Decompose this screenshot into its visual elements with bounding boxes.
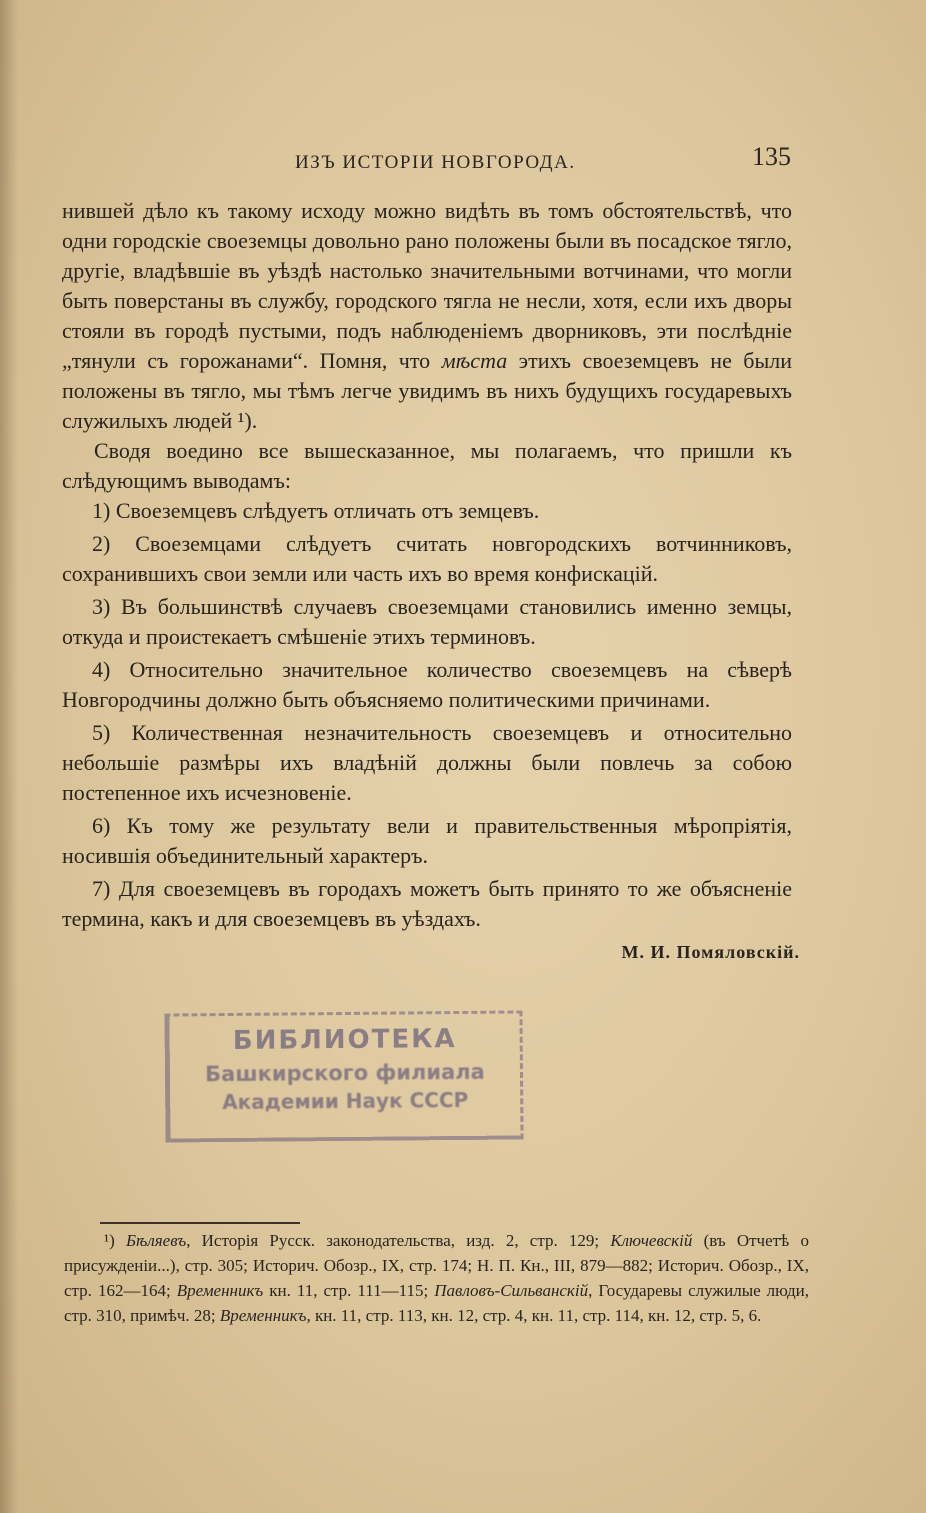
stamp-line-1: БИБЛИОТЕКА xyxy=(232,1024,457,1056)
running-title: ИЗЪ ИСТОРІИ НОВГОРОДА. xyxy=(295,152,576,173)
footnote-reference: ¹). xyxy=(237,408,258,433)
footnote-text xyxy=(64,1228,809,1328)
footnote-text-4: , Государевы служилые люди, стр. 310, примѣч. 28; xyxy=(64,1281,810,1325)
conclusion-item-6: 6) Къ тому же результату вели и правительственныя мѣропріятія, носившія объединительный характеръ. xyxy=(62,813,792,868)
spine-shadow xyxy=(0,0,18,1513)
conclusion-item-7: 7) Для своеземцевъ въ городахъ можетъ быть принято то же объясненіе термина, какъ и для своеземцевъ въ уѣздахъ. xyxy=(62,876,792,931)
stamp-line-3: Академии Наук СССР xyxy=(222,1087,469,1115)
footnote-author-5: Временникъ xyxy=(219,1306,307,1325)
footnote-mark: ¹) xyxy=(104,1231,115,1250)
conclusion-item-1: 1) Своеземцевъ слѣдуетъ отличать отъ земцевъ. xyxy=(92,498,540,523)
conclusion-item-4: 4) Относительно значительное количество своеземцевъ на сѣверѣ Новгородчины должно быть объясняемо политическими причинами. xyxy=(62,657,792,712)
author-signature: М. И. Помяловскій. xyxy=(621,942,800,962)
paragraph-1-emphasis: мѣста xyxy=(441,348,508,373)
page-number: 135 xyxy=(752,142,791,171)
footnote-text-3: кн. 11, стр. 111—115; xyxy=(263,1281,435,1300)
conclusion-item-2: 2) Своеземцами слѣдуетъ считать новгородскихъ вотчинниковъ, сохранившихъ свои земли или часть ихъ во время конфискацій. xyxy=(62,531,792,586)
stamp-line-2: Башкирского филиала xyxy=(205,1059,485,1087)
paragraph-1-text-a: нившей дѣло къ такому исходу можно видѣть въ томъ обстоятельствѣ, что одни городскіе своеземцы довольно рано положены были въ посадское тягло, другіе, владѣвшіе въ уѣздѣ настолько значительными вотчинами, что могли быть поверстаны въ службу, городского тягла не несли, хотя, если ихъ дворы стояли въ городѣ пустыми, подъ наблюденіемъ дворниковъ, эти послѣдніе „тянули съ горожанами“. Помня, что xyxy=(62,198,792,373)
body-text xyxy=(62,196,792,937)
conclusion-item-3: 3) Въ большинствѣ случаевъ своеземцами становились именно земцы, откуда и проистекаетъ смѣшеніе этихъ терминовъ. xyxy=(62,594,792,649)
footnote-author-3: Временникъ xyxy=(176,1281,264,1300)
library-stamp xyxy=(164,1010,523,1142)
footnote-text-1: , Исторія Русск. законодательства, изд. 2, стр. 129; xyxy=(186,1231,611,1250)
paragraph-1 xyxy=(62,196,792,436)
footnote-text-5: , кн. 11, стр. 113, кн. 12, стр. 4, кн. 11, стр. 114, кн. 12, стр. 5, 6. xyxy=(306,1306,762,1325)
paragraph-1-text-b: этихъ своеземцевъ не были положены въ тягло, мы тѣмъ легче увидимъ въ нихъ будущихъ государевыхъ служилыхъ людей xyxy=(62,348,792,433)
conclusion-item-5: 5) Количественная незначительность своеземцевъ и относительно небольшіе размѣры ихъ владѣній должны были повлечь за собою постепенное ихъ исчезновеніе. xyxy=(62,720,792,805)
footnote-author-2: Ключевскій xyxy=(610,1231,693,1250)
footnote-author-1: Бѣляевъ xyxy=(125,1231,187,1250)
footnote-divider xyxy=(100,1222,300,1224)
footnote-author-4: Павловъ-Сильванскій xyxy=(434,1281,589,1300)
footnote-text-2: (въ Отчетѣ о присужденіи...), стр. 305; Историч. Обозр., IX, стр. 174; Н. П. Кн., III, 879—882; Историч. Обозр., IX, стр. 162—164; xyxy=(64,1231,809,1300)
paragraph-2: Сводя воедино все вышесказанное, мы полагаемъ, что пришли къ слѣдующимъ выводамъ: xyxy=(62,438,792,493)
footnote xyxy=(64,1228,809,1328)
